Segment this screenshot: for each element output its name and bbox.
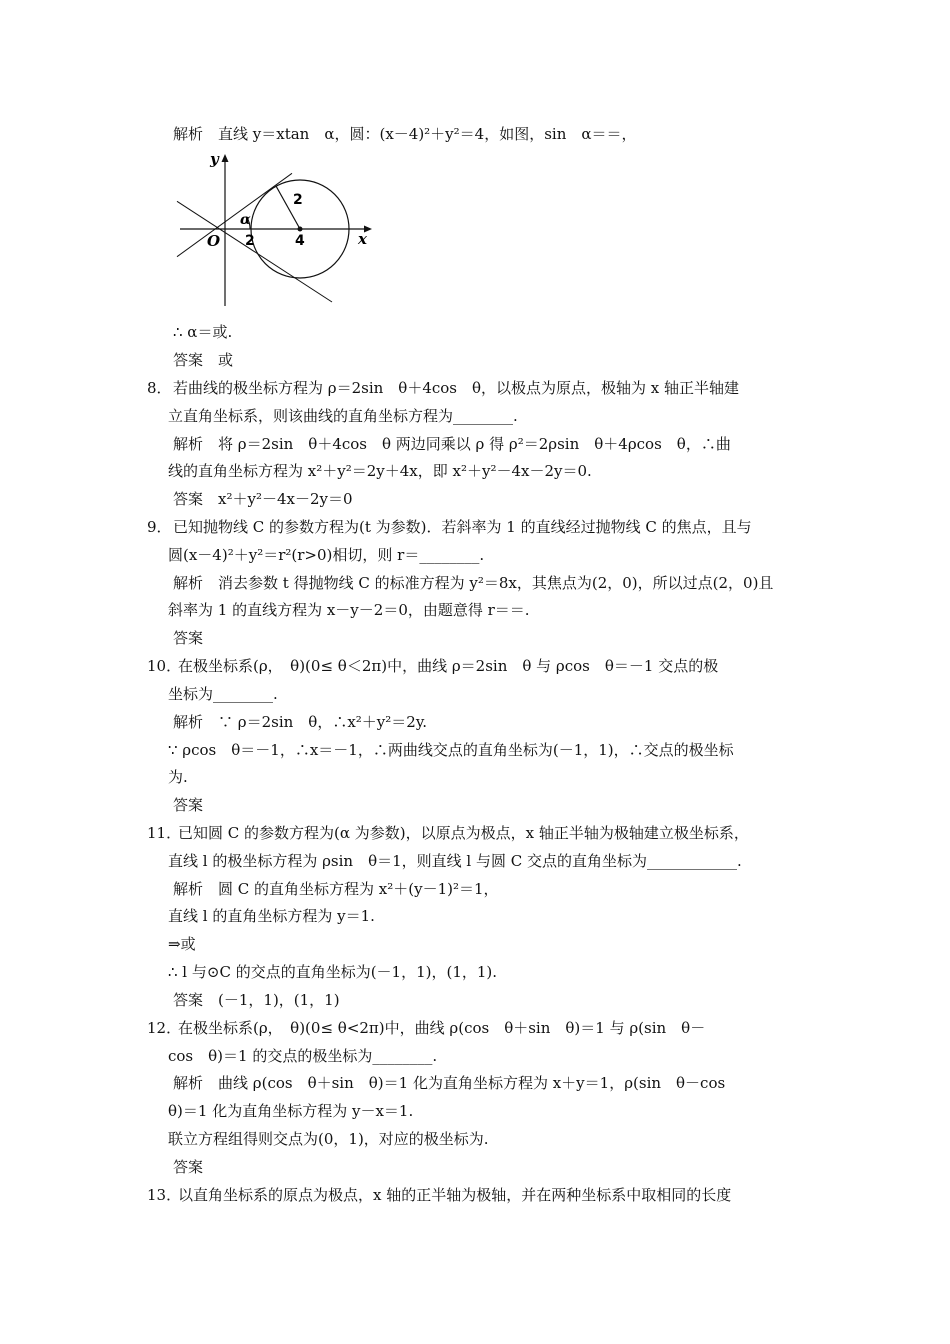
solution-10-text-2: ∵ ρcos θ＝－1，∴x＝－1，∴两曲线交点的直角坐标为(－1，1)，∴交点的极坐标 [168, 741, 734, 759]
solution-8-text-1: 解析 将 ρ＝2sin θ＋4cos θ 两边同乘以 ρ 得 ρ²＝2ρsin θ＋4ρcos θ，∴曲 [173, 435, 731, 453]
solution-7-conclusion: ∴ α＝或. [173, 323, 233, 341]
question-12-text-1: 在极坐标系(ρ， θ)(0≤ θ<2π)中，曲线 ρ(cos θ＋sin θ)＝1 与 ρ(sin θ－ [178, 1019, 706, 1037]
offset-label: 2 [245, 233, 255, 249]
answer-8: 答案 x²＋y²－4x－2y＝0 [173, 490, 353, 508]
solution-8-text-2: 线的直角坐标方程为 x²＋y²＝2y＋4x，即 x²＋y²－4x－2y＝0. [168, 462, 592, 480]
question-11-text-2: 直线 l 的极坐标方程为 ρsin θ＝1，则直线 l 与圆 C 交点的直角坐标为____________. [168, 852, 742, 870]
question-13-number: 13． [147, 1186, 182, 1204]
center-point [298, 227, 303, 232]
question-12-text-2: cos θ)＝1 的交点的极坐标为________. [168, 1047, 438, 1065]
origin-label: O [207, 232, 221, 250]
y-axis-label: y [210, 150, 219, 168]
solution-11-text-4: ∴ l 与⊙C 的交点的直角坐标为(－1，1)，(1，1). [168, 963, 498, 981]
solution-12-text-3: 联立方程组得则交点为(0，1)，对应的极坐标为. [168, 1130, 489, 1148]
solution-11-text-1: 解析 圆 C 的直角坐标方程为 x²＋(y－1)²＝1， [173, 880, 499, 898]
solution-12-text-2: θ)＝1 化为直角坐标方程为 y－x＝1. [168, 1102, 414, 1120]
question-13-text-1: 以直角坐标系的原点为极点，x 轴的正半轴为极轴，并在两种坐标系中取相同的长度 [178, 1186, 732, 1204]
solution-11-text-3: ⇒或 [168, 935, 196, 953]
solution-9-text-1: 解析 消去参数 t 得抛物线 C 的标准方程为 y²＝8x，其焦点为(2，0)，所以过点(2，0)且 [173, 574, 774, 592]
question-10-number: 10． [147, 657, 182, 675]
center-label: 4 [295, 233, 305, 249]
answer-9: 答案 [173, 629, 204, 647]
y-axis-arrow [222, 154, 229, 162]
solution-10-text-1: 解析 ∵ ρ＝2sin θ，∴x²＋y²＝2y. [173, 713, 428, 731]
question-9-text-1: 已知抛物线 C 的参数方程为(t 为参数)．若斜率为 1 的直线经过抛物线 C 的焦点，且与 [173, 518, 752, 536]
question-8-text-2: 立直角坐标系，则该曲线的直角坐标方程为________. [168, 407, 518, 425]
x-axis-label: x [358, 230, 367, 248]
solution-10-text-3: 为. [168, 768, 188, 786]
answer-10: 答案 [173, 796, 204, 814]
answer-11: 答案 (－1，1)，(1，1) [173, 991, 340, 1009]
tangent-line-upper [177, 173, 292, 256]
question-11-text-1: 已知圆 C 的参数方程为(α 为参数)，以原点为极点，x 轴正半轴为极轴建立极坐标系， [178, 824, 749, 842]
radius-label: 2 [293, 192, 303, 208]
solution-9-text-2: 斜率为 1 的直线方程为 x－y－2＝0，由题意得 r＝＝. [168, 601, 530, 619]
solution-11-text-2: 直线 l 的直角坐标方程为 y＝1. [168, 907, 375, 925]
question-9-text-2: 圆(x－4)²＋y²＝r²(r>0)相切，则 r＝________. [168, 546, 485, 564]
question-11-number: 11． [147, 824, 182, 842]
question-8-text-1: 若曲线的极坐标方程为 ρ＝2sin θ＋4cos θ，以极点为原点，极轴为 x 轴正半轴建 [173, 379, 740, 397]
question-8-number: 8． [147, 379, 172, 397]
solution-12-text-1: 解析 曲线 ρ(cos θ＋sin θ)＝1 化为直角坐标方程为 x＋y＝1，ρ(sin θ－cos [173, 1074, 726, 1092]
alpha-label: α [240, 212, 251, 228]
question-12-number: 12． [147, 1019, 182, 1037]
question-10-text-1: 在极坐标系(ρ， θ)(0≤ θ＜2π)中，曲线 ρ＝2sin θ 与 ρcos θ＝－1 交点的极 [178, 657, 719, 675]
question-9-number: 9． [147, 518, 172, 536]
solution-7-text: 解析 直线 y＝xtan α，圆：(x－4)²＋y²＝4，如图，sin α＝＝， [173, 125, 637, 143]
answer-12: 答案 [173, 1158, 204, 1176]
question-10-text-2: 坐标为________. [168, 685, 278, 703]
answer-7: 答案 或 [173, 351, 234, 369]
tangent-line-lower [177, 201, 332, 302]
circle-tangent-figure [172, 148, 382, 308]
